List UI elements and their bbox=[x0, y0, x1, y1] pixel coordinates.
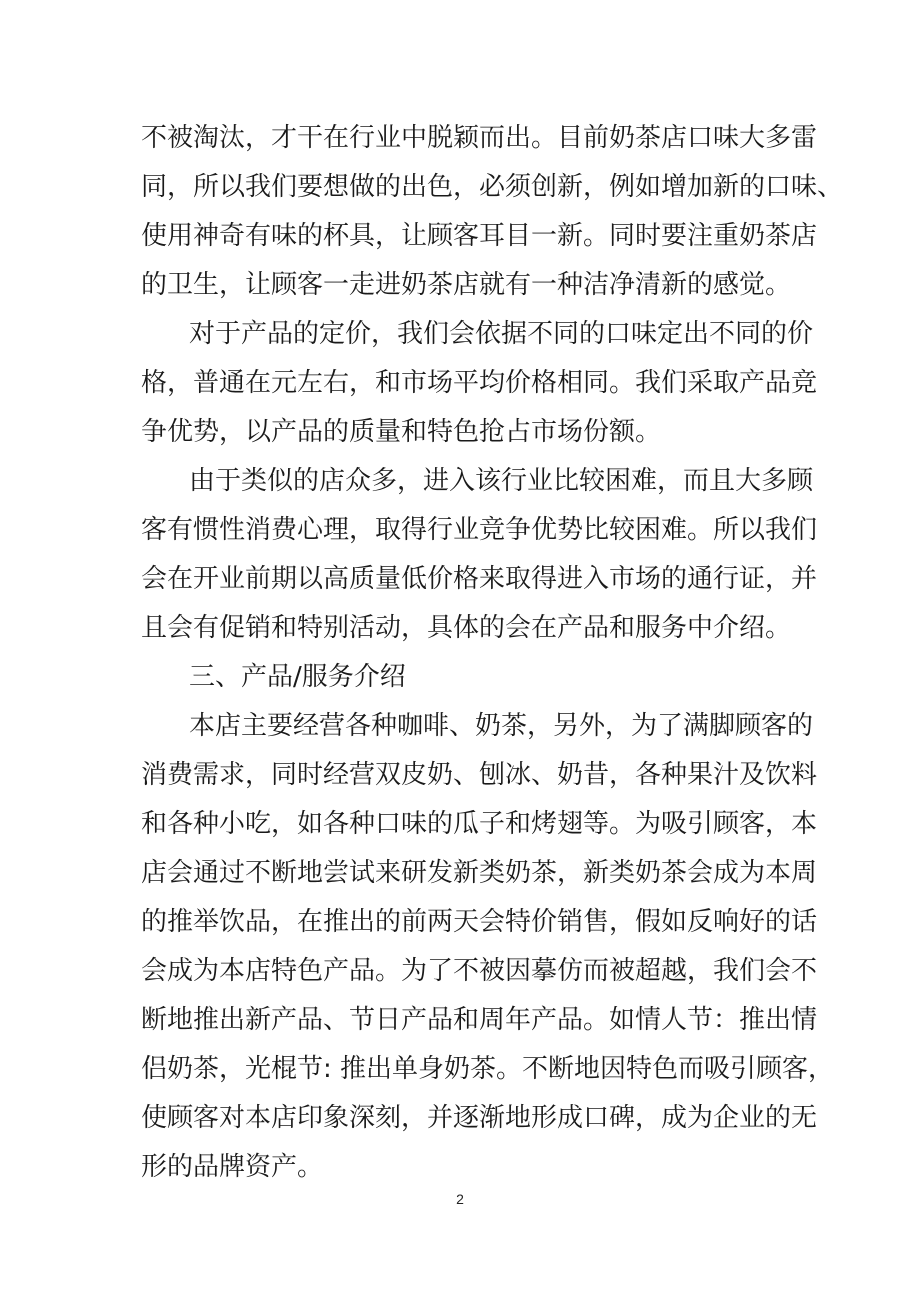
paragraph-first-line: 本店主要经营各种咖啡、奶茶，另外，为了满脚顾客的 bbox=[189, 711, 814, 741]
text-line: 客有惯性消费心理，取得行业竞争优势比较困难。所以我们 bbox=[141, 515, 818, 545]
text-line: 侣奶茶，光棍节: 推出单身奶茶。不断地因特色而吸引顾客， bbox=[141, 1054, 835, 1084]
page-number: 2 bbox=[456, 1191, 464, 1207]
text-line: 争优势，以产品的质量和特色抢占市场份额。 bbox=[141, 417, 662, 447]
text-line: 不被淘汰，才干在行业中脱颖而出。目前奶茶店口味大多雷 bbox=[141, 123, 818, 153]
text-line: 和各种小吃，如各种口味的瓜子和烤翅等。为吸引顾客，本 bbox=[141, 809, 818, 839]
text-line: 消费需求，同时经营双皮奶、刨冰、奶昔，各种果汁及饮料 bbox=[141, 760, 818, 790]
text-line: 会在开业前期以高质量低价格来取得进入市场的通行证，并 bbox=[141, 564, 818, 594]
text-line: 且会有促销和特别活动，具体的会在产品和服务中介绍。 bbox=[141, 613, 792, 643]
text-line: 使用神奇有味的杯具，让顾客耳目一新。同时要注重奶茶店 bbox=[141, 221, 818, 251]
text-line: 形的品牌资产。 bbox=[141, 1152, 324, 1182]
body-text bbox=[141, 114, 844, 1192]
text-line: 格，普通在元左右，和市场平均价格相同。我们采取产品竞 bbox=[141, 368, 818, 398]
text-line: 断地推出新产品、节日产品和周年产品。如情人节：推出情 bbox=[141, 1005, 818, 1035]
text-line: 同，所以我们要想做的出色，必须创新，例如增加新的口味、 bbox=[141, 172, 844, 202]
text-line: 店会通过不断地尝试来研发新类奶茶，新类奶茶会成为本周 bbox=[141, 858, 818, 888]
paragraph-first-line: 对于产品的定价，我们会依据不同的口味定出不同的价 bbox=[189, 319, 814, 349]
text-line: 的推举饮品，在推出的前两天会特价销售，假如反响好的话 bbox=[141, 907, 818, 937]
text-line: 使顾客对本店印象深刻，并逐渐地形成口碑，成为企业的无 bbox=[141, 1103, 818, 1133]
text-line: 的卫生，让顾客一走进奶茶店就有一种洁净清新的感觉。 bbox=[141, 270, 792, 300]
section-heading: 三、产品/服务介绍 bbox=[189, 662, 406, 692]
paragraph-first-line: 由于类似的店众多，进入该行业比较困难，而且大多顾 bbox=[189, 466, 814, 496]
text-line: 会成为本店特色产品。为了不被因摹仿而被超越，我们会不 bbox=[141, 956, 818, 986]
